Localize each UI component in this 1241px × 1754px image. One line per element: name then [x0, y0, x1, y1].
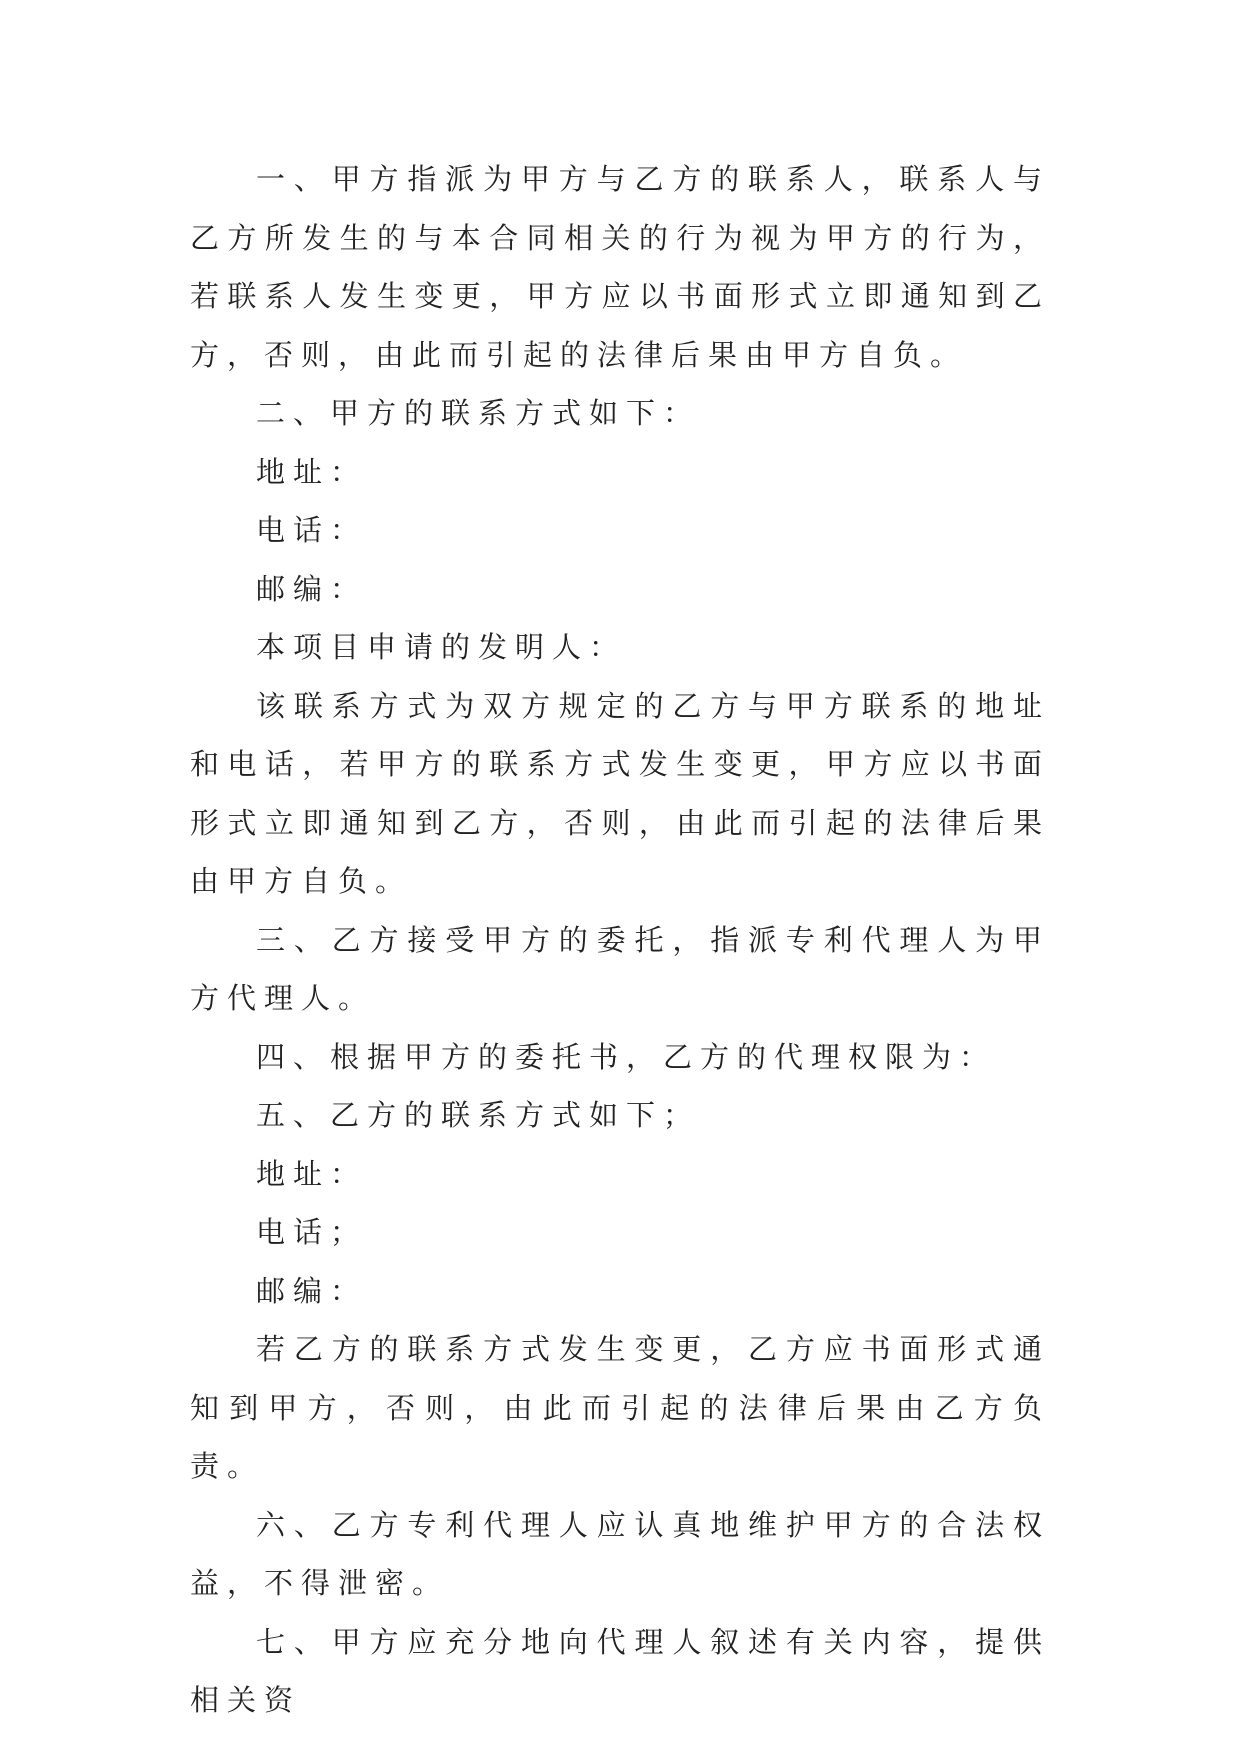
clause-2-party-a-contact-heading: 二、甲方的联系方式如下：: [256, 396, 701, 430]
party-b-phone-field: 电话；: [256, 1215, 368, 1249]
inventor-field: 本项目申请的发明人：: [256, 630, 627, 664]
clause-3-agent-appointment: 三、乙方接受甲方的委托，指派专利代理人为甲方代理人。: [190, 922, 1050, 1015]
clause-4-agency-authority: 四、根据甲方的委托书，乙方的代理权限为：: [256, 1039, 997, 1074]
party-a-contact-change-note: 该联系方式为双方规定的乙方与甲方联系的地址和电话，若甲方的联系方式发生变更，甲方应以书面形式立即通知到乙方，否则，由此而引起的法律后果由甲方自负。: [190, 688, 1050, 898]
clause-5-party-b-contact-heading: 五、乙方的联系方式如下；: [256, 1098, 701, 1132]
party-a-postcode-field: 邮编：: [256, 571, 368, 606]
party-b-address-field: 地址：: [256, 1156, 368, 1191]
document-page: [190, 150, 1050, 1730]
clause-6-confidentiality: 六、乙方专利代理人应认真地维护甲方的合法权益，不得泄密。: [190, 1507, 1050, 1600]
clause-1-contact-person: 一、甲方指派为甲方与乙方的联系人，联系人与乙方所发生的与本合同相关的行为视为甲方的行为，若联系人发生变更，甲方应以书面形式立即通知到乙方，否则，由此而引起的法律后果由甲方自负。: [190, 162, 1050, 372]
party-b-postcode-field: 邮编：: [256, 1273, 368, 1308]
party-a-phone-field: 电话：: [256, 513, 368, 547]
party-a-address-field: 地址：: [256, 454, 368, 489]
clause-7-disclosure: 七、甲方应充分地向代理人叙述有关内容，提供相关资: [190, 1624, 1050, 1717]
party-b-contact-change-note: 若乙方的联系方式发生变更，乙方应书面形式通知到甲方，否则，由此而引起的法律后果由乙方负责。: [190, 1332, 1050, 1483]
